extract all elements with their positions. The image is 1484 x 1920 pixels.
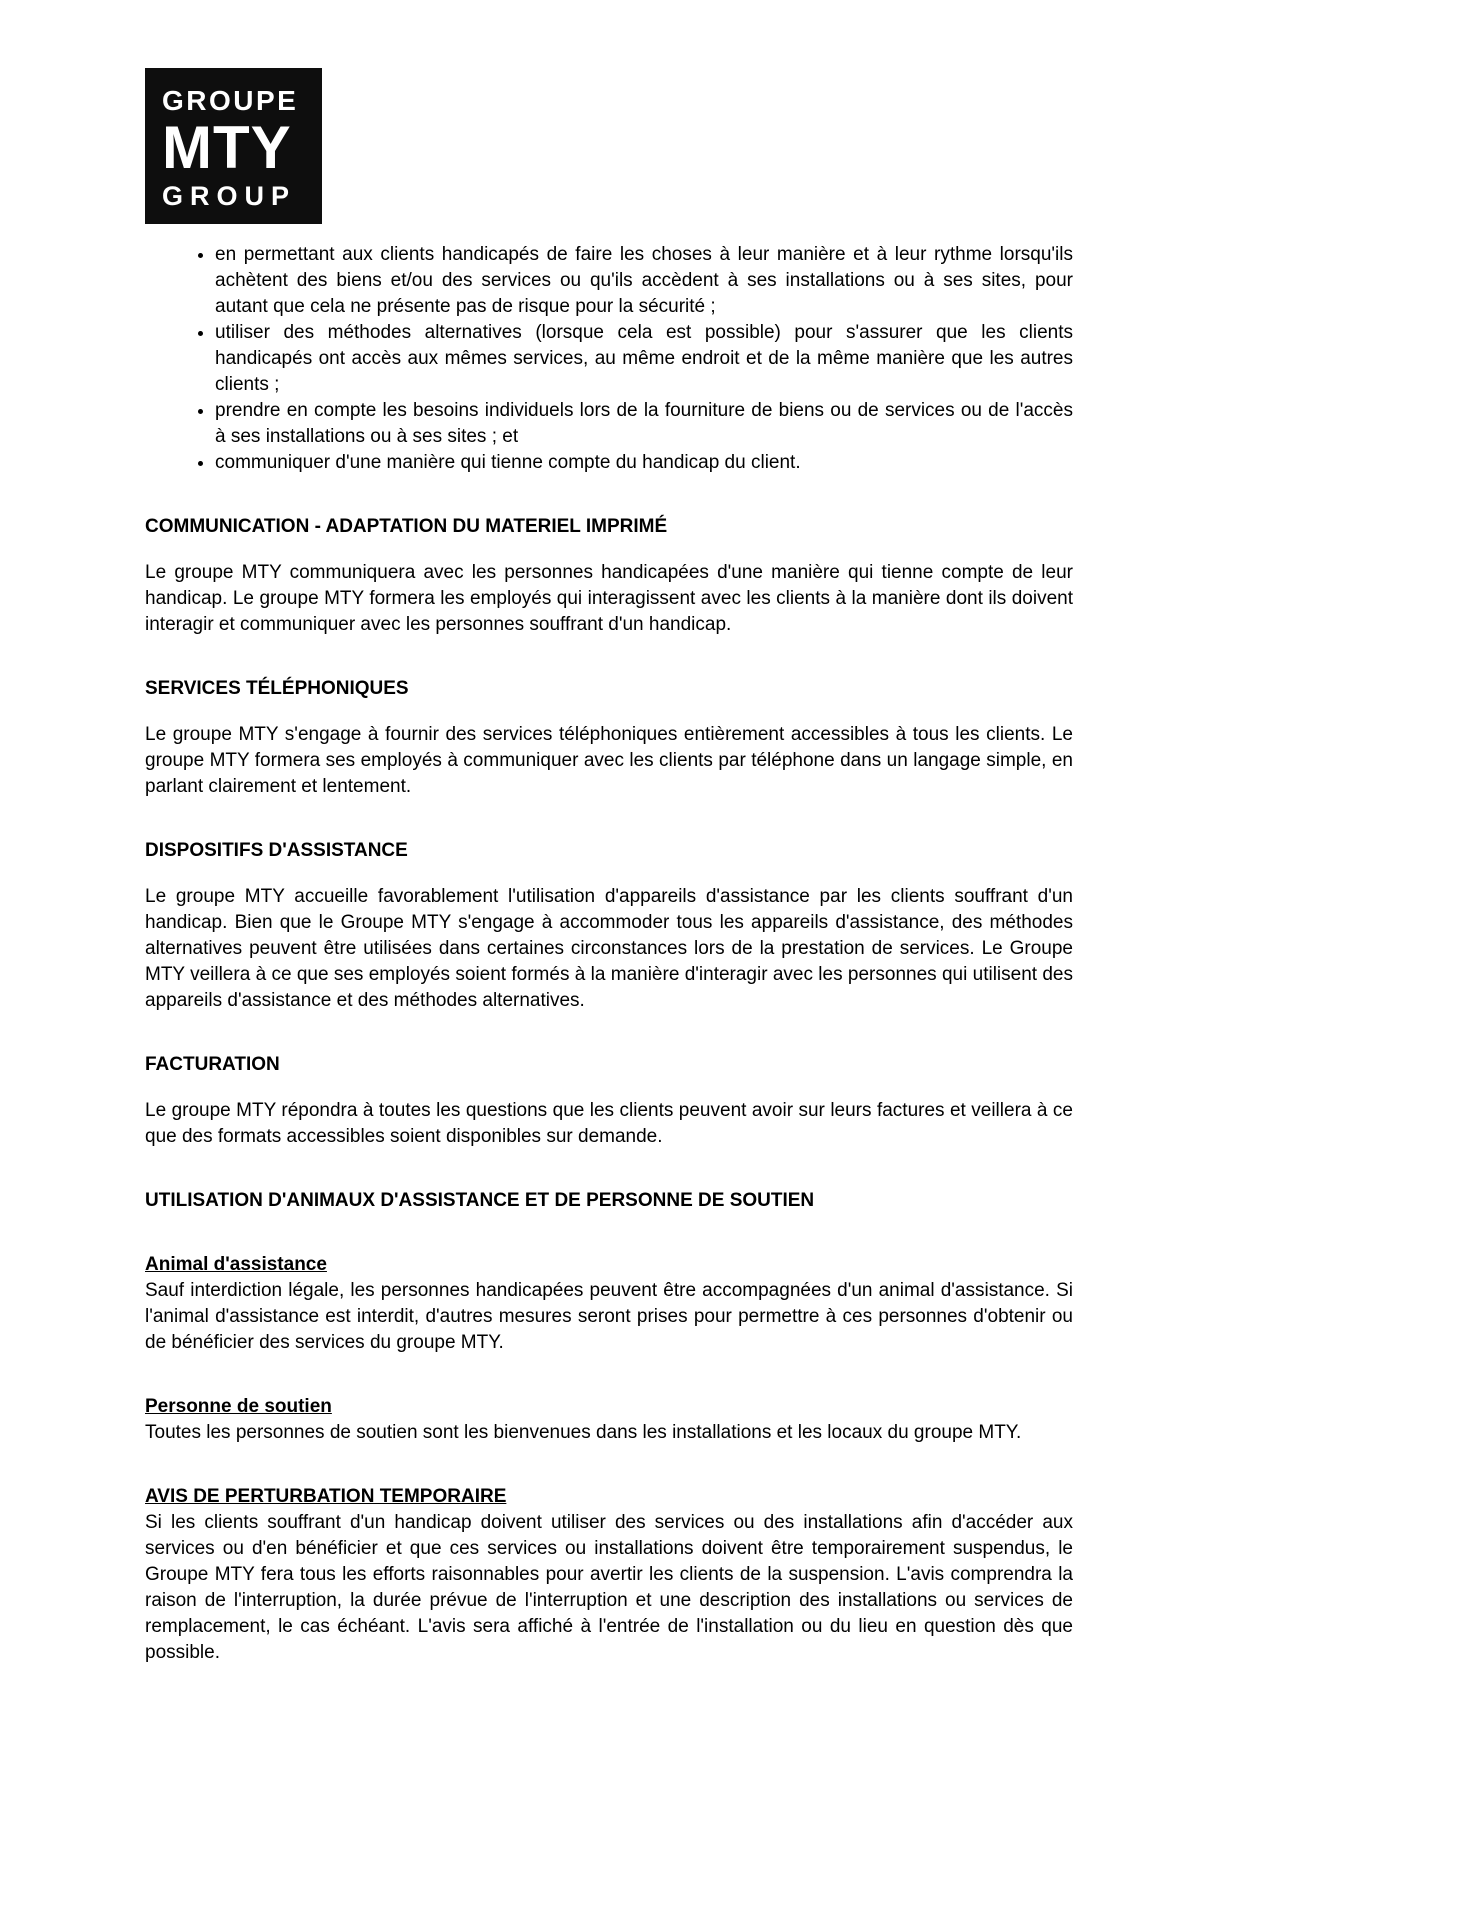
subheading-personne-soutien: Personne de soutien: [145, 1396, 332, 1417]
section-heading-dispositifs-assistance: DISPOSITIFS D'ASSISTANCE: [145, 840, 408, 861]
mty-group-logo: [145, 68, 322, 224]
section-heading-facturation: FACTURATION: [145, 1054, 280, 1075]
paragraph-personne-soutien: Toutes les personnes de soutien sont les bienvenues dans les installations et les locaux du groupe MTY.: [145, 1422, 1022, 1443]
subheading-animal-assistance: Animal d'assistance: [145, 1254, 327, 1275]
paragraph-animal-assistance: Sauf interdiction légale, les personnes handicapées peuvent être accompagnées d'un animal d'assistance. Si l'animal d'assistance est interdit, d'autres mesures seront prises pour permettre à ces personnes d'obtenir ou de bénéficier des services du groupe MTY.: [145, 1280, 1073, 1353]
logo-text-group: GROUP: [162, 181, 297, 211]
section-heading-avis-perturbation: AVIS DE PERTURBATION TEMPORAIRE: [145, 1486, 507, 1507]
list-item: • prendre en compte les besoins individuels lors de la fourniture de biens ou de services ou de l'accès à ses installations ou à ses sites ; et: [215, 398, 1073, 450]
section-heading-communication: COMMUNICATION - ADAPTATION DU MATERIEL IMPRIMÉ: [145, 516, 668, 537]
document-content: [145, 68, 1073, 1666]
paragraph-services-telephoniques: Le groupe MTY s'engage à fournir des services téléphoniques entièrement accessibles à tous les clients. Le groupe MTY formera ses employés à communiquer avec les clients par téléphone dans un langage simple, en parlant clairement et lentement.: [145, 724, 1073, 797]
intro-bullet-list: [145, 242, 1073, 476]
logo-text-groupe: GROUPE: [162, 85, 299, 116]
section-heading-animaux-assistance: UTILISATION D'ANIMAUX D'ASSISTANCE ET DE PERSONNE DE SOUTIEN: [145, 1190, 815, 1211]
paragraph-communication: Le groupe MTY communiquera avec les personnes handicapées d'une manière qui tienne compte de leur handicap. Le groupe MTY formera les employés qui interagissent avec les clients à la manière dont ils doivent interagir et communiquer avec les personnes souffrant d'un handicap.: [145, 562, 1073, 635]
paragraph-dispositifs-assistance: Le groupe MTY accueille favorablement l'utilisation d'appareils d'assistance par les clients souffrant d'un handicap. Bien que le Groupe MTY s'engage à accommoder tous les appareils d'assistance, des méthodes alternatives peuvent être utilisées dans certaines circonstances lors de la prestation de services. Le Groupe MTY veillera à ce que ses employés soient formés à la manière d'interagir avec les personnes qui utilisent des appareils d'assistance et des méthodes alternatives.: [145, 886, 1073, 1011]
list-item: • utiliser des méthodes alternatives (lorsque cela est possible) pour s'assurer que les clients handicapés ont accès aux mêmes services, au même endroit et de la même manière que les autres clients ;: [215, 320, 1073, 398]
paragraph-avis-perturbation: Si les clients souffrant d'un handicap doivent utiliser des services ou des installations afin d'accéder aux services ou d'en bénéficier et que ces services ou installations doivent être temporairement suspendus, le Groupe MTY fera tous les efforts raisonnables pour avertir les clients de la suspension. L'avis comprendra la raison de l'interruption, la durée prévue de l'interruption et une description des installations ou services de remplacement, le cas échéant. L'avis sera affiché à l'entrée de l'installation ou du lieu en question dès que possible.: [145, 1512, 1073, 1663]
logo-text-mty: MTY: [162, 114, 292, 181]
list-item: • en permettant aux clients handicapés de faire les choses à leur manière et à leur rythme lorsqu'ils achètent des biens et/ou des services ou qu'ils accèdent à ses installations ou à ses sites, pour autant que cela ne présente pas de risque pour la sécurité ;: [215, 242, 1073, 320]
list-item: • communiquer d'une manière qui tienne compte du handicap du client.: [215, 450, 1073, 476]
section-heading-services-telephoniques: SERVICES TÉLÉPHONIQUES: [145, 678, 409, 699]
paragraph-facturation: Le groupe MTY répondra à toutes les questions que les clients peuvent avoir sur leurs factures et veillera à ce que des formats accessibles soient disponibles sur demande.: [145, 1100, 1073, 1147]
